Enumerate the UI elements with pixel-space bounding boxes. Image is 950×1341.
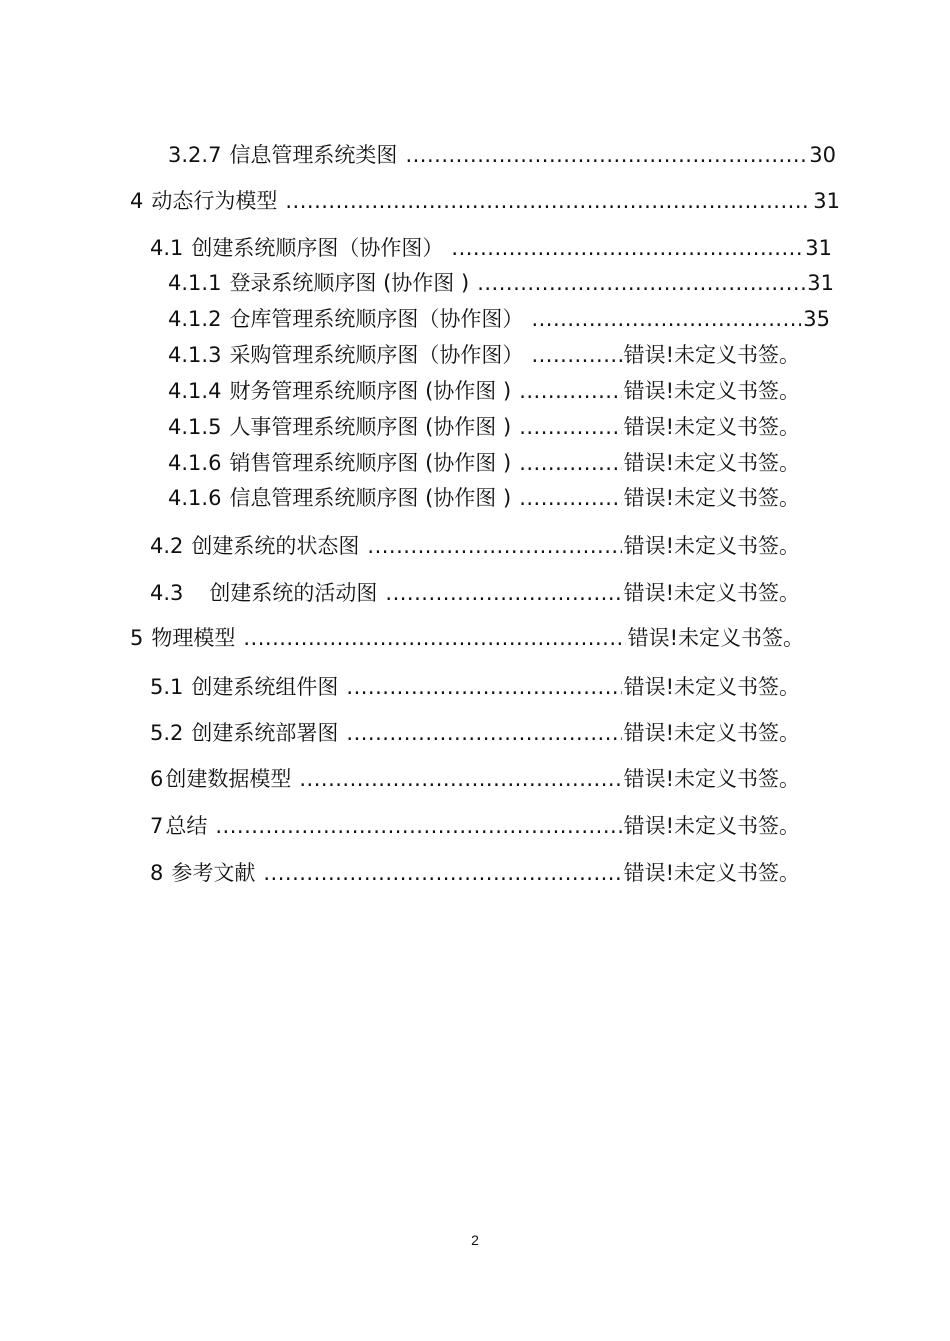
toc-page-number: 31 xyxy=(807,271,834,295)
toc-page-number: 30 xyxy=(809,143,836,167)
toc-entry-4-1-2 xyxy=(168,305,830,333)
toc-title: 仓库管理系统顺序图（协作图） xyxy=(229,307,524,331)
toc-error-bookmark: 错误!未定义书签。 xyxy=(623,415,800,439)
toc-entry-8 xyxy=(150,859,800,887)
toc-error-bookmark: 错误!未定义书签。 xyxy=(623,451,800,475)
toc-error-bookmark: 错误!未定义书签。 xyxy=(623,814,800,838)
toc-title: 创建系统顺序图（协作图） xyxy=(191,236,444,260)
toc-page-number: 35 xyxy=(803,307,830,331)
toc-leader-dots xyxy=(346,673,621,701)
toc-entry-4-1-1 xyxy=(168,269,834,297)
toc-number: 5 xyxy=(130,626,144,650)
toc-entry-4-2 xyxy=(150,532,800,560)
toc-leader-dots xyxy=(477,269,805,297)
toc-leader-dots xyxy=(263,859,621,887)
toc-number: 4.1.3 xyxy=(168,343,222,367)
toc-leader-dots xyxy=(519,413,621,441)
toc-number: 4.2 xyxy=(150,534,184,558)
toc-error-bookmark: 错误!未定义书签。 xyxy=(623,581,800,605)
toc-entry-4-1-4 xyxy=(168,377,800,405)
toc-error-bookmark: 错误!未定义书签。 xyxy=(623,767,800,791)
toc-leader-dots xyxy=(215,812,621,840)
toc-error-bookmark: 错误!未定义书签。 xyxy=(623,721,800,745)
toc-error-bookmark: 错误!未定义书签。 xyxy=(623,675,800,699)
toc-number: 4 xyxy=(130,189,144,213)
toc-entry-4-1-5 xyxy=(168,413,800,441)
toc-error-bookmark: 错误!未定义书签。 xyxy=(627,626,804,650)
toc-error-bookmark: 错误!未定义书签。 xyxy=(623,486,800,510)
toc-number: 4.1.4 xyxy=(168,379,222,403)
toc-title: 动态行为模型 xyxy=(151,189,278,213)
toc-title: 创建系统的活动图 xyxy=(209,581,378,605)
toc-leader-dots xyxy=(243,624,625,652)
toc-leader-dots xyxy=(519,484,621,512)
toc-number: 4.1.6 xyxy=(168,486,222,510)
toc-leader-dots xyxy=(519,449,621,477)
toc-title: 参考文献 xyxy=(171,861,256,885)
toc-leader-dots xyxy=(519,377,621,405)
toc-number: 4.1 xyxy=(150,236,184,260)
toc-leader-dots xyxy=(531,305,801,333)
toc-title: 创建系统的状态图 xyxy=(191,534,360,558)
toc-title: 创建系统组件图 xyxy=(191,675,339,699)
toc-number: 4.1.1 xyxy=(168,271,222,295)
toc-number: 4.1.2 xyxy=(168,307,222,331)
toc-number: 7 xyxy=(150,814,164,838)
toc-entry-4-1-3 xyxy=(168,341,800,369)
toc-number: 3.2.7 xyxy=(168,143,222,167)
toc-leader-dots xyxy=(285,187,811,215)
toc-number: 8 xyxy=(150,861,164,885)
toc-page-number: 31 xyxy=(805,236,832,260)
toc-number: 6 xyxy=(150,767,164,791)
toc-entry-4-1-6-info xyxy=(168,484,800,512)
toc-entry-4-3 xyxy=(150,579,800,607)
toc-number: 5.2 xyxy=(150,721,184,745)
toc-title: 创建系统部署图 xyxy=(191,721,339,745)
toc-entry-4-1-6 xyxy=(168,449,800,477)
toc-entry-5 xyxy=(130,624,804,652)
toc-title: 物理模型 xyxy=(151,626,236,650)
toc-page-number: 31 xyxy=(813,189,840,213)
page-number-footer: 2 xyxy=(471,1232,479,1248)
toc-title: 财务管理系统顺序图 (协作图 ) xyxy=(229,379,512,403)
toc-title: 信息管理系统类图 xyxy=(229,143,398,167)
toc-leader-dots xyxy=(385,579,621,607)
toc-title: 销售管理系统顺序图 (协作图 ) xyxy=(229,451,512,475)
toc-title: 采购管理系统顺序图（协作图） xyxy=(229,343,524,367)
toc-error-bookmark: 错误!未定义书签。 xyxy=(623,343,800,367)
toc-leader-dots xyxy=(346,719,621,747)
toc-title: 信息管理系统顺序图 (协作图 ) xyxy=(229,486,512,510)
toc-title: 创建数据模型 xyxy=(165,767,292,791)
toc-leader-dots xyxy=(405,141,807,169)
toc-entry-5-1 xyxy=(150,673,800,701)
toc-leader-dots xyxy=(531,341,621,369)
toc-error-bookmark: 错误!未定义书签。 xyxy=(623,534,800,558)
toc-entry-6 xyxy=(150,765,800,793)
toc-leader-dots xyxy=(451,234,803,262)
toc-error-bookmark: 错误!未定义书签。 xyxy=(623,861,800,885)
toc-number: 4.3 xyxy=(150,581,184,605)
toc-title: 登录系统顺序图 (协作图 ) xyxy=(229,271,470,295)
toc-title: 人事管理系统顺序图 (协作图 ) xyxy=(229,415,512,439)
toc-error-bookmark: 错误!未定义书签。 xyxy=(623,379,800,403)
toc-title: 总结 xyxy=(165,814,208,838)
toc-leader-dots xyxy=(367,532,621,560)
toc-number: 5.1 xyxy=(150,675,184,699)
toc-entry-3-2-7 xyxy=(168,141,836,169)
toc-entry-7 xyxy=(150,812,800,840)
toc-number: 4.1.6 xyxy=(168,451,222,475)
toc-entry-4 xyxy=(130,187,840,215)
toc-number: 4.1.5 xyxy=(168,415,222,439)
toc-entry-4-1 xyxy=(150,234,832,262)
toc-leader-dots xyxy=(299,765,621,793)
toc-entry-5-2 xyxy=(150,719,800,747)
